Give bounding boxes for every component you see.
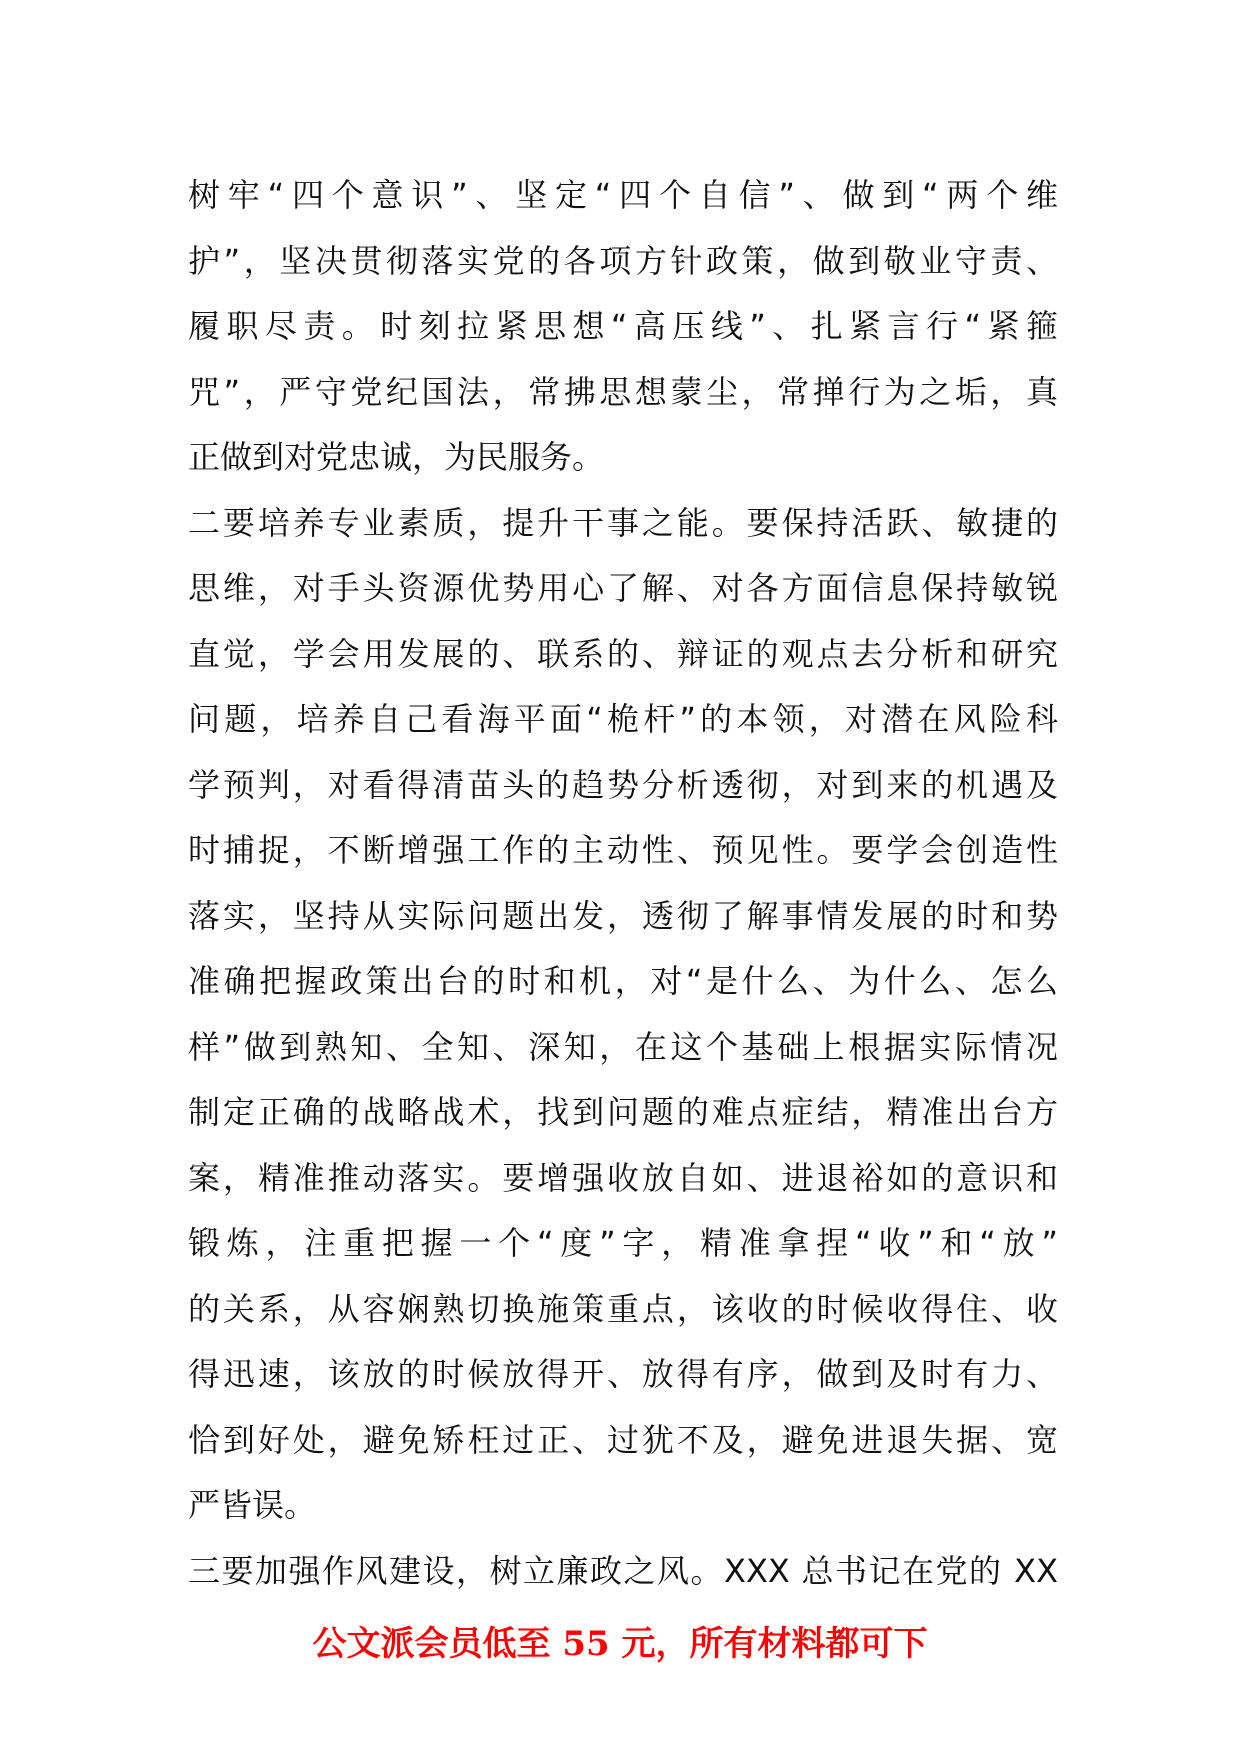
text-line: 直觉，学会用发展的、联系的、辩证的观点去分析和研究 <box>188 634 1058 673</box>
text-line: 落实，坚持从实际问题出发，透彻了解事情发展的时和势 <box>188 896 1058 935</box>
document-body <box>188 163 1058 1604</box>
text-line: 学预判，对看得清苗头的趋势分析透彻，对到来的机遇及 <box>188 765 1058 804</box>
text-line: 严皆误。 <box>188 1486 317 1524</box>
text-line: 护”，坚决贯彻落实党的各项方针政策，做到敬业守责、 <box>188 241 1058 280</box>
text-line: 恰到好处，避免矫枉过正、过犹不及，避免进退失据、宽 <box>188 1420 1058 1459</box>
text-line: 得迅速，该放的时候放得开、放得有序，做到及时有力、 <box>188 1355 1058 1393</box>
text-line: 二要培养专业素质，提升干事之能。要保持活跃、敏捷的 <box>188 503 1058 542</box>
text-line: 思维，对手头资源优势用心了解、对各方面信息保持敏锐 <box>188 569 1058 607</box>
text-line: 正做到对党忠诚，为民服务。 <box>188 438 605 476</box>
text-line: 三要加强作风建设，树立廉政之风。XXX 总书记在党的 XX <box>188 1551 1058 1590</box>
text-line: 锻炼，注重把握一个“度”字，精准拿捏“收”和“放” <box>188 1224 1058 1262</box>
text-line: 制定正确的战略战术，找到问题的难点症结，精准出台方 <box>188 1093 1058 1131</box>
text-line: 准确把握政策出台的时和机，对“是什么、为什么、怎么 <box>188 962 1058 1000</box>
text-line: 履职尽责。时刻拉紧思想“高压线”、扎紧言行“紧箍 <box>188 307 1058 345</box>
text-line: 样”做到熟知、全知、深知，在这个基础上根据实际情况 <box>188 1027 1058 1066</box>
promo-footer-note: 公文派会员低至 55 元，所有材料都可下 <box>312 1624 928 1664</box>
text-line: 时捕捉，不断增强工作的主动性、预见性。要学会创造性 <box>188 831 1058 869</box>
text-line: 咒”，严守党纪国法，常拂思想蒙尘，常掸行为之垢，真 <box>188 372 1058 411</box>
text-line: 的关系，从容娴熟切换施策重点，该收的时候收得住、收 <box>188 1289 1058 1328</box>
text-line: 树牢“四个意识”、坚定“四个自信”、做到“两个维 <box>188 176 1058 214</box>
text-line: 问题，培养自己看海平面“桅杆”的本领，对潜在风险科 <box>188 700 1058 738</box>
text-line: 案，精准推动落实。要增强收放自如、进退裕如的意识和 <box>188 1158 1058 1197</box>
